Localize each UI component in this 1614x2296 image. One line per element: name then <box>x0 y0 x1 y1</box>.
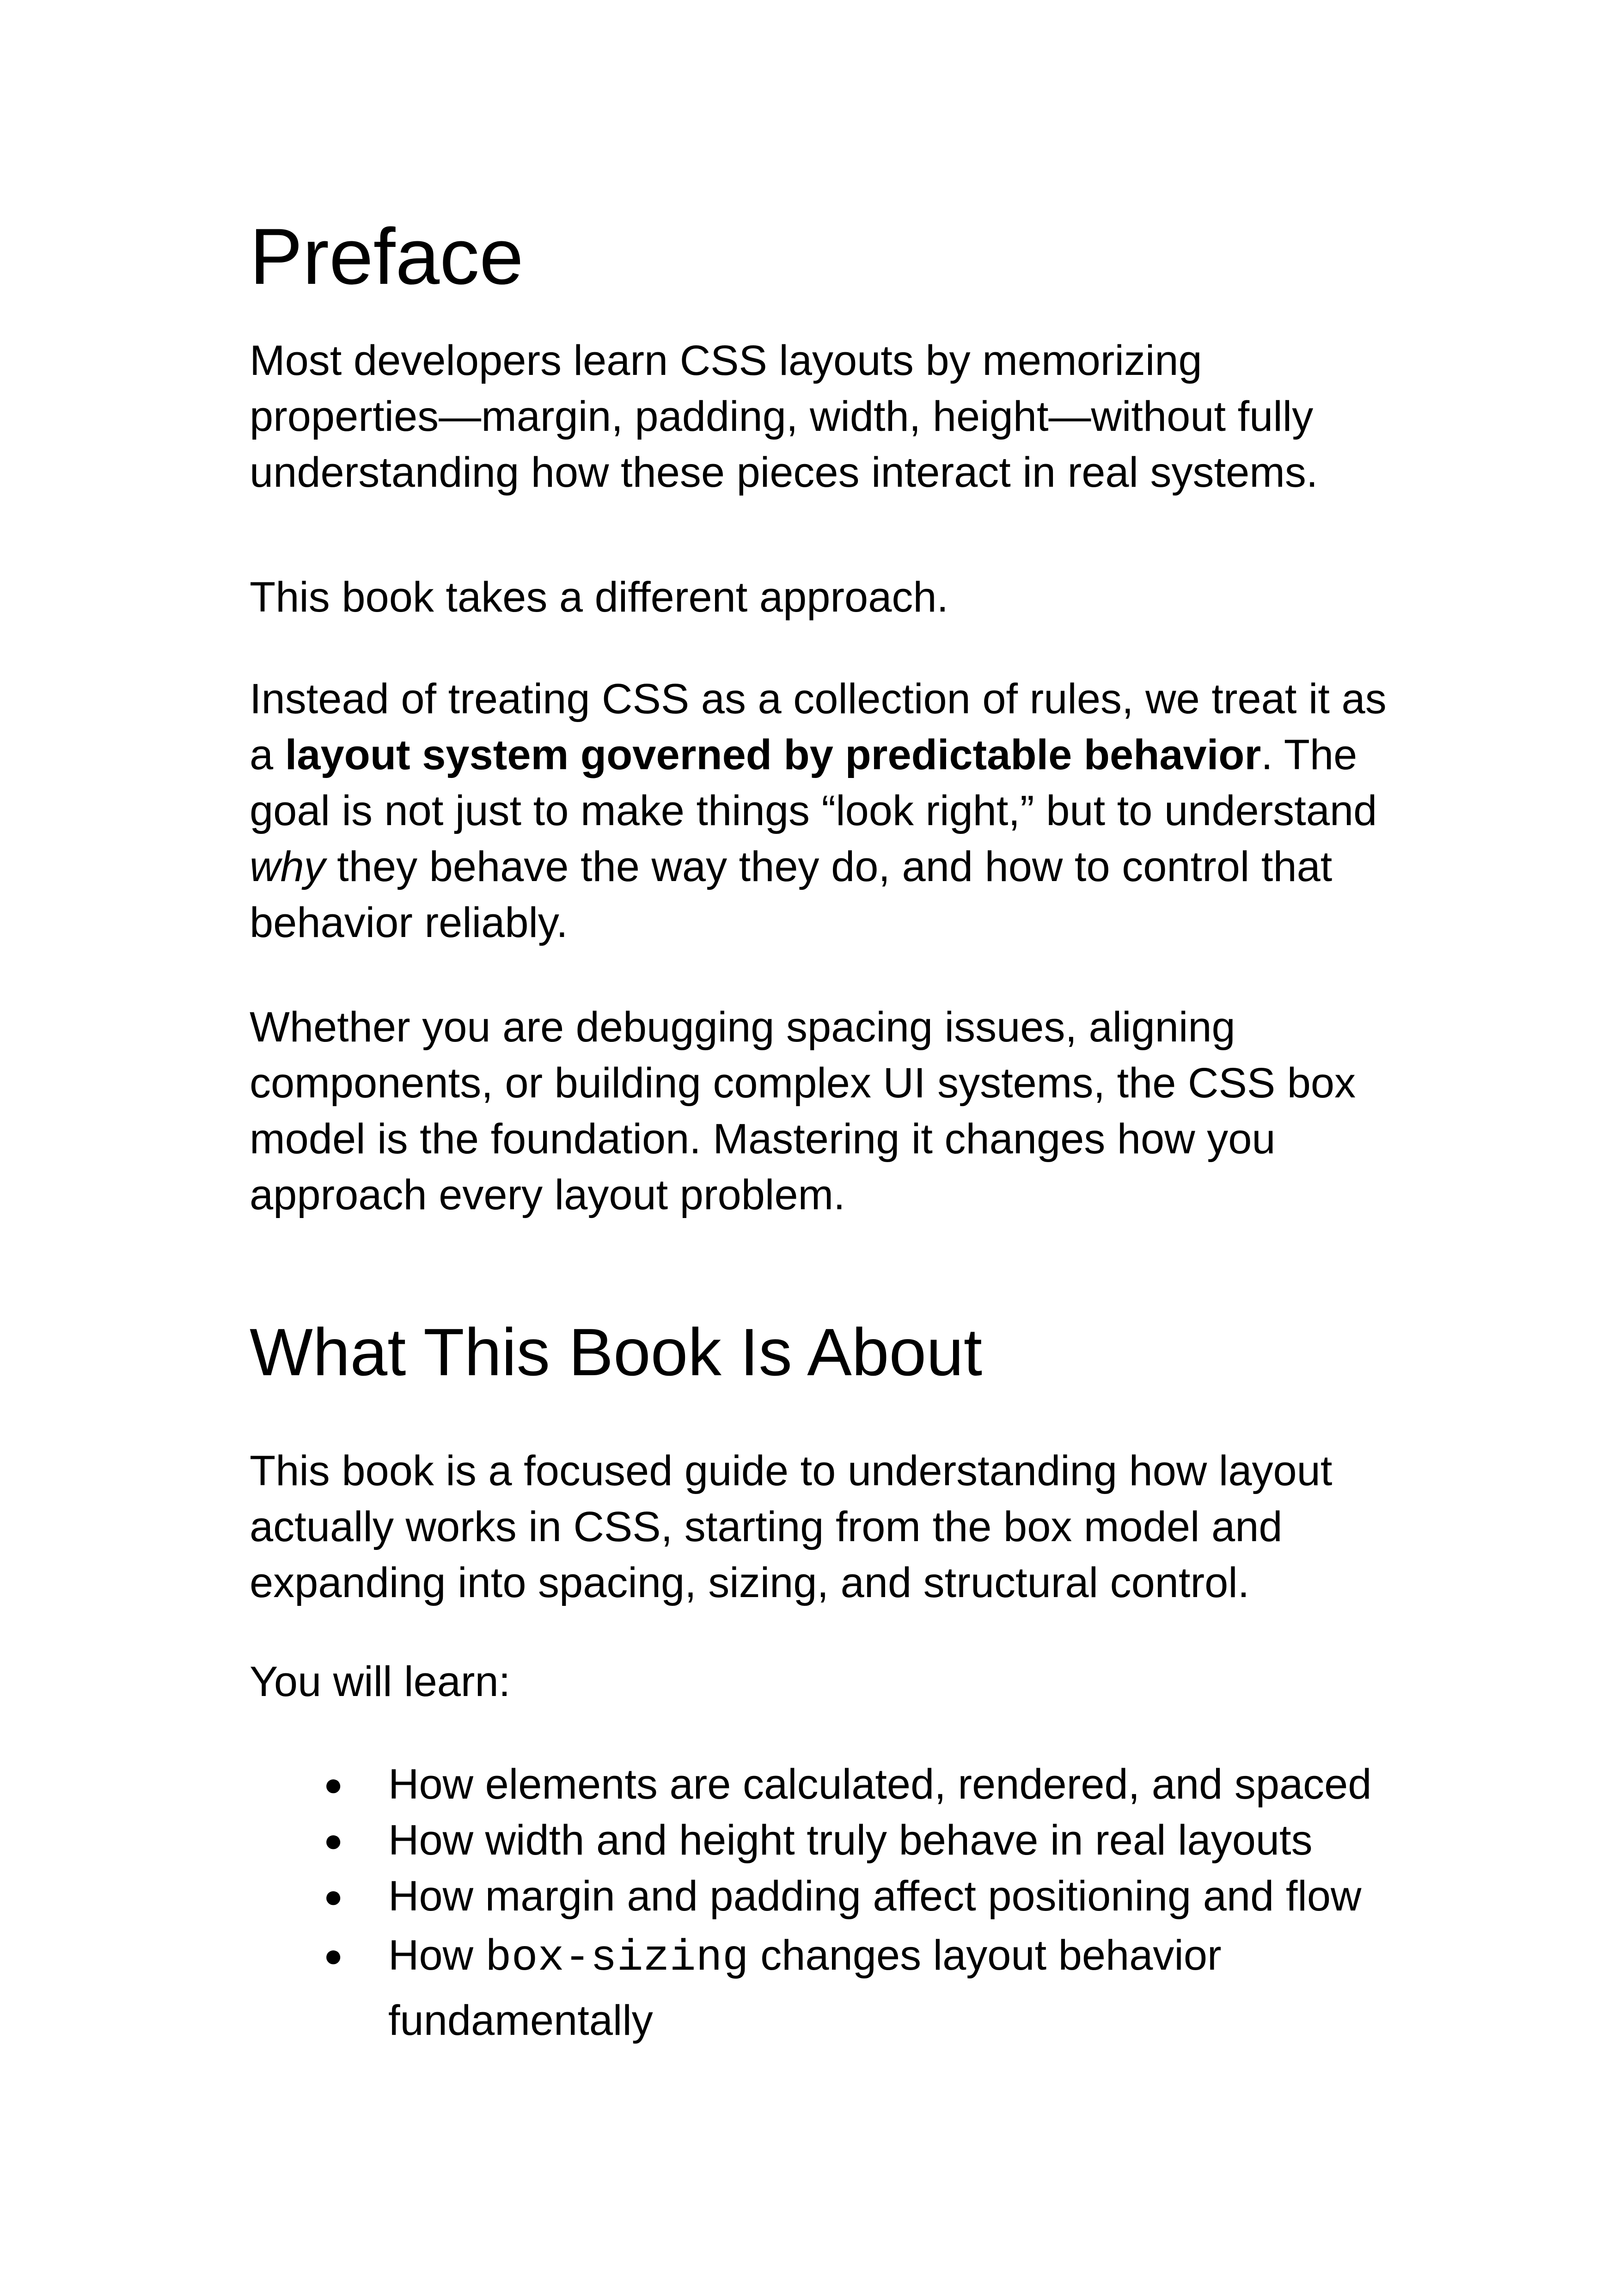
bullet-icon: ● <box>324 1937 343 1973</box>
bullet-icon: ● <box>324 1766 343 1802</box>
preface-paragraph-2 <box>250 569 1405 625</box>
italic-emphasis: why <box>250 843 325 890</box>
list-item <box>250 1812 1372 1868</box>
text-line: Instead of treating CSS as a collection of rules, we treat it as <box>250 675 1387 722</box>
text-segment: changes layout behavior <box>748 1932 1222 1979</box>
preface-paragraph-3 <box>250 671 1405 951</box>
text-line: goal is not just to make things “look right,” but to understand <box>250 787 1377 834</box>
text-line: understanding how these pieces interact in real systems. <box>250 449 1318 496</box>
text-segment: . The <box>1261 731 1357 778</box>
inline-code: box-sizing <box>485 1933 749 1983</box>
bullet-icon: ● <box>324 1822 343 1858</box>
text-line: You will learn: <box>250 1658 511 1705</box>
section-paragraph-1 <box>250 1443 1405 1611</box>
list-item <box>250 1924 1372 2052</box>
text-segment: How <box>388 1932 485 1979</box>
list-item-text: How width and height truly behave in real layouts <box>388 1817 1313 1864</box>
bold-emphasis: layout system governed by predictable behavior <box>285 731 1261 778</box>
list-item-text: How margin and padding affect positioning and flow <box>388 1873 1362 1920</box>
preface-paragraph-4 <box>250 999 1405 1223</box>
page-title: Preface <box>250 212 524 301</box>
bullet-icon: ● <box>324 1878 343 1914</box>
learning-list <box>250 1757 1372 2052</box>
text-line: This book is a focused guide to understanding how layout <box>250 1447 1333 1494</box>
text-line: properties—margin, padding, width, height—without fully <box>250 393 1314 440</box>
text-line: behavior reliably. <box>250 899 568 946</box>
list-item-text <box>388 1932 1222 1983</box>
text-segment: a <box>250 731 285 778</box>
text-segment: they behave the way they do, and how to control that <box>325 843 1333 890</box>
list-item-continuation: fundamentally <box>388 1997 653 2044</box>
text-line: model is the foundation. Mastering it changes how you <box>250 1115 1276 1163</box>
list-item <box>250 1757 1372 1812</box>
text-line <box>250 839 1405 895</box>
text-line: This book takes a different approach. <box>250 574 949 621</box>
text-line <box>250 727 1405 783</box>
text-line: expanding into spacing, sizing, and structural control. <box>250 1559 1250 1606</box>
list-item <box>250 1868 1372 1924</box>
section-paragraph-2 <box>250 1654 1405 1710</box>
text-line: Whether you are debugging spacing issues, aligning <box>250 1004 1235 1051</box>
text-line: approach every layout problem. <box>250 1171 845 1218</box>
section-heading: What This Book Is About <box>250 1315 983 1390</box>
preface-paragraph-1 <box>250 333 1405 501</box>
text-line: Most developers learn CSS layouts by memorizing <box>250 337 1202 384</box>
text-line: actually works in CSS, starting from the box model and <box>250 1503 1283 1550</box>
text-line: components, or building complex UI systems, the CSS box <box>250 1059 1356 1107</box>
list-item-text: How elements are calculated, rendered, and spaced <box>388 1761 1372 1808</box>
